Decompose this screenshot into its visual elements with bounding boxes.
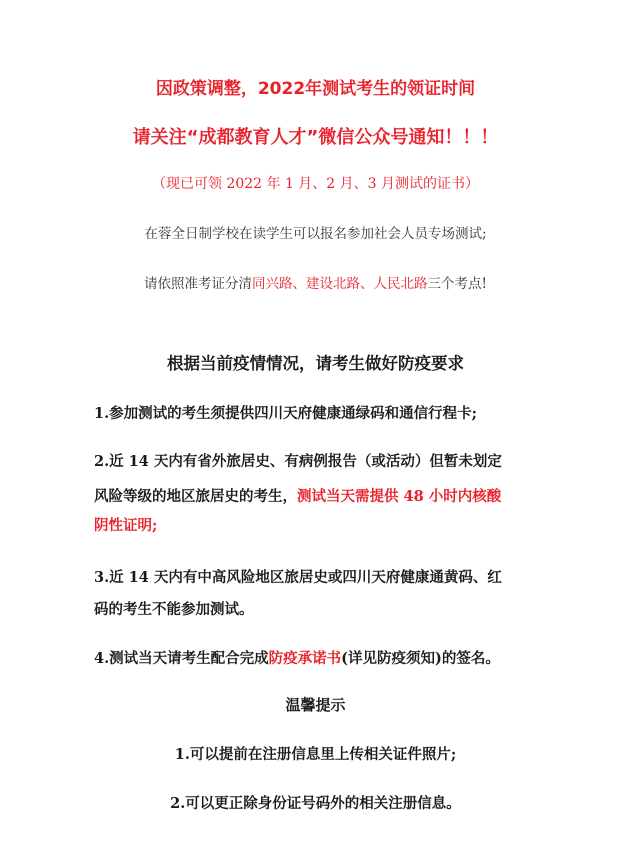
info-line-2-suffix: 三个考点! xyxy=(427,276,487,292)
title-line-1: 因政策调整，2022年测试考生的领证时间 xyxy=(155,79,476,99)
requirement-item-1: 1.参加测试的考生须提供四川天府健康通绿码和通信行程卡; xyxy=(94,405,477,422)
requirement-item-2-line-3: 阴性证明; xyxy=(94,517,158,534)
info-line-2 xyxy=(0,272,631,292)
requirement-item-2-line-2 xyxy=(94,485,501,506)
requirement-item-2-line-1: 2.近 14 天内有省外旅居史、有病例报告（或活动）但暂未划定 xyxy=(94,453,502,470)
exam-sites-highlight: 同兴路、建设北路、人民北路 xyxy=(252,276,428,292)
tip-item-2: 2.可以更正除身份证号码外的相关注册信息。 xyxy=(170,795,461,812)
title-line-2: 请关注“成都教育人才”微信公众号通知！！！ xyxy=(132,127,499,148)
commitment-letter-highlight: 防疫承诺书 xyxy=(268,650,342,667)
info-line-2-prefix: 请依照准考证分清 xyxy=(144,276,253,292)
tips-heading: 温馨提示 xyxy=(285,696,346,714)
certificate-subnote: （现已可领 2022 年 1 月、2 月、3 月测试的证书） xyxy=(151,176,480,192)
tip-item-1: 1.可以提前在注册信息里上传相关证件照片; xyxy=(174,746,457,763)
requirement-item-3-line-1: 3.近 14 天内有中高风险地区旅居史或四川天府健康通黄码、红 xyxy=(94,569,502,586)
requirement-item-4-prefix: 4.测试当天请考生配合完成 xyxy=(94,650,269,667)
info-line-1: 在蓉全日制学校在读学生可以报名参加社会人员专场测试; xyxy=(144,226,487,242)
requirement-item-4 xyxy=(94,647,500,668)
requirement-item-2-text: 风险等级的地区旅居史的考生， xyxy=(94,488,297,505)
requirements-heading: 根据当前疫情情况，请考生做好防疫要求 xyxy=(167,354,464,373)
requirement-item-3-line-2: 码的考生不能参加测试。 xyxy=(94,601,254,618)
nucleic-test-highlight: 测试当天需提供 48 小时内核酸 xyxy=(297,488,502,505)
requirement-item-4-suffix: (详见防疫须知)的签名。 xyxy=(341,650,500,667)
